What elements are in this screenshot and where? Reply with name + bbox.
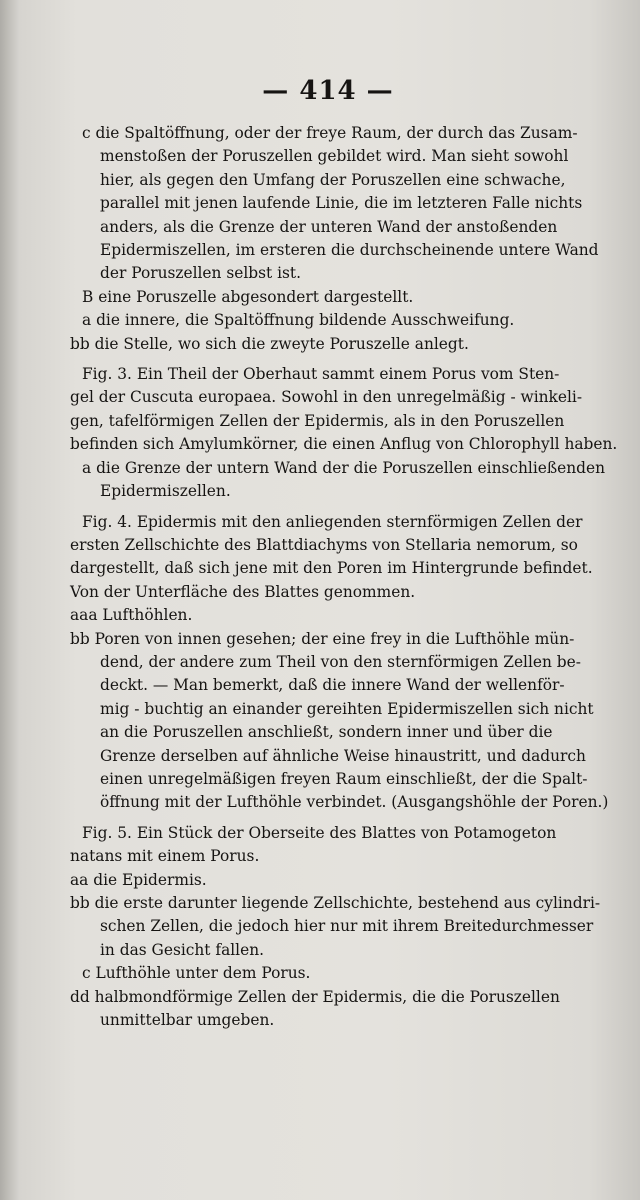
text-line: ersten Zellschichte des Blattdiachyms von Stellaria nemorum, so: [70, 535, 578, 554]
text-line: Epidermiszellen.: [100, 482, 231, 501]
text-line: mig - buchtig an einander gereihten Epidermiszellen sich nicht: [100, 699, 594, 718]
text-line: dd halbmondförmige Zellen der Epidermis, die die Poruszellen: [70, 987, 560, 1006]
text-line: deckt. — Man bemerkt, daß die innere Wand der wellenför-: [100, 676, 565, 695]
item-a-grenze: [70, 457, 610, 504]
text-line: öffnung mit der Lufthöhle verbindet. (Ausgangshöhle der Poren.): [100, 793, 609, 812]
item-bb-stelle: [70, 333, 610, 356]
text-line: gen, tafelförmigen Zellen der Epidermis, als in den Poruszellen: [70, 411, 565, 430]
text-line: Fig. 4. Epidermis mit den anliegenden sternförmigen Zellen der: [82, 512, 583, 531]
text-line: a die innere, die Spaltöffnung bildende Ausschweifung.: [82, 311, 515, 330]
item-aa-epidermis: [70, 869, 610, 892]
item-b-poruszelle: [70, 286, 610, 309]
text-line: c die Spaltöffnung, oder der freye Raum, der durch das Zusam-: [82, 124, 578, 142]
text-line: an die Poruszellen anschließt, sondern inner und über die: [100, 723, 553, 742]
item-aaa-lufthoehlen: [70, 604, 610, 627]
figure-3-caption: [70, 363, 618, 457]
item-bb-poren: [70, 628, 610, 815]
text-line: gel der Cuscuta europaea. Sowohl in den unregelmäßig - winkeli-: [70, 388, 583, 407]
item-dd-halbmond: [70, 986, 610, 1033]
figure-4-caption: [70, 511, 610, 605]
text-line: schen Zellen, die jedoch hier nur mit ihrem Breitedurchmesser: [100, 917, 594, 936]
text-line: aaa Lufthöhlen.: [70, 606, 193, 625]
item-a-innere: [70, 309, 610, 332]
item-c-lufthoehle: [70, 962, 610, 985]
figure-5-caption: [70, 822, 610, 869]
page-body: [70, 122, 618, 1032]
text-line: in das Gesicht fallen.: [100, 940, 265, 959]
text-line: dargestellt, daß sich jene mit den Poren im Hintergrunde befindet.: [70, 559, 593, 578]
item-c-spaltoeffnung: [70, 122, 610, 286]
text-line: anders, als die Grenze der unteren Wand der anstoßenden: [100, 217, 558, 236]
text-line: B eine Poruszelle abgesondert dargestellt.: [82, 287, 414, 306]
text-line: Grenze derselben auf ähnliche Weise hinaustritt, und dadurch: [100, 746, 586, 765]
text-line: bb Poren von innen gesehen; der eine frey in die Lufthöhle mün-: [70, 629, 575, 648]
text-line: der Poruszellen selbst ist.: [100, 264, 302, 283]
text-line: Epidermiszellen, im ersteren die durchscheinende untere Wand: [100, 241, 599, 260]
text-line: dend, der andere zum Theil von den sternförmigen Zellen be-: [100, 652, 581, 671]
text-line: menstoßen der Poruszellen gebildet wird. Man sieht sowohl: [100, 147, 569, 166]
text-line: bb die erste darunter liegende Zellschichte, bestehend aus cylindri-: [70, 894, 601, 912]
text-line: c Lufthöhle unter dem Porus.: [82, 964, 311, 983]
text-line: Fig. 3. Ein Theil der Oberhaut sammt einem Porus vom Sten-: [82, 365, 560, 384]
text-line: unmittelbar umgeben.: [100, 1011, 275, 1030]
text-line: natans mit einem Porus.: [70, 847, 260, 866]
text-line: bb die Stelle, wo sich die zweyte Poruszelle anlegt.: [70, 334, 469, 353]
text-line: a die Grenze der untern Wand der die Poruszellen einschließenden: [82, 458, 606, 477]
text-line: hier, als gegen den Umfang der Poruszellen eine schwache,: [100, 170, 566, 189]
text-line: aa die Epidermis.: [70, 870, 207, 889]
text-line: Fig. 5. Ein Stück der Oberseite des Blattes von Potamogeton: [82, 823, 557, 842]
text-line: einen unregelmäßigen freyen Raum einschließt, der die Spalt-: [100, 769, 588, 788]
item-bb-zellschichte: [70, 892, 610, 962]
text-line: Von der Unterfläche des Blattes genommen.: [70, 582, 416, 601]
page-number: — 414 —: [262, 76, 394, 106]
text-line: befinden sich Amylumkörner, die einen Anflug von Chlorophyll haben.: [70, 435, 618, 454]
text-line: parallel mit jenen laufende Linie, die im letzteren Falle nichts: [100, 194, 583, 213]
